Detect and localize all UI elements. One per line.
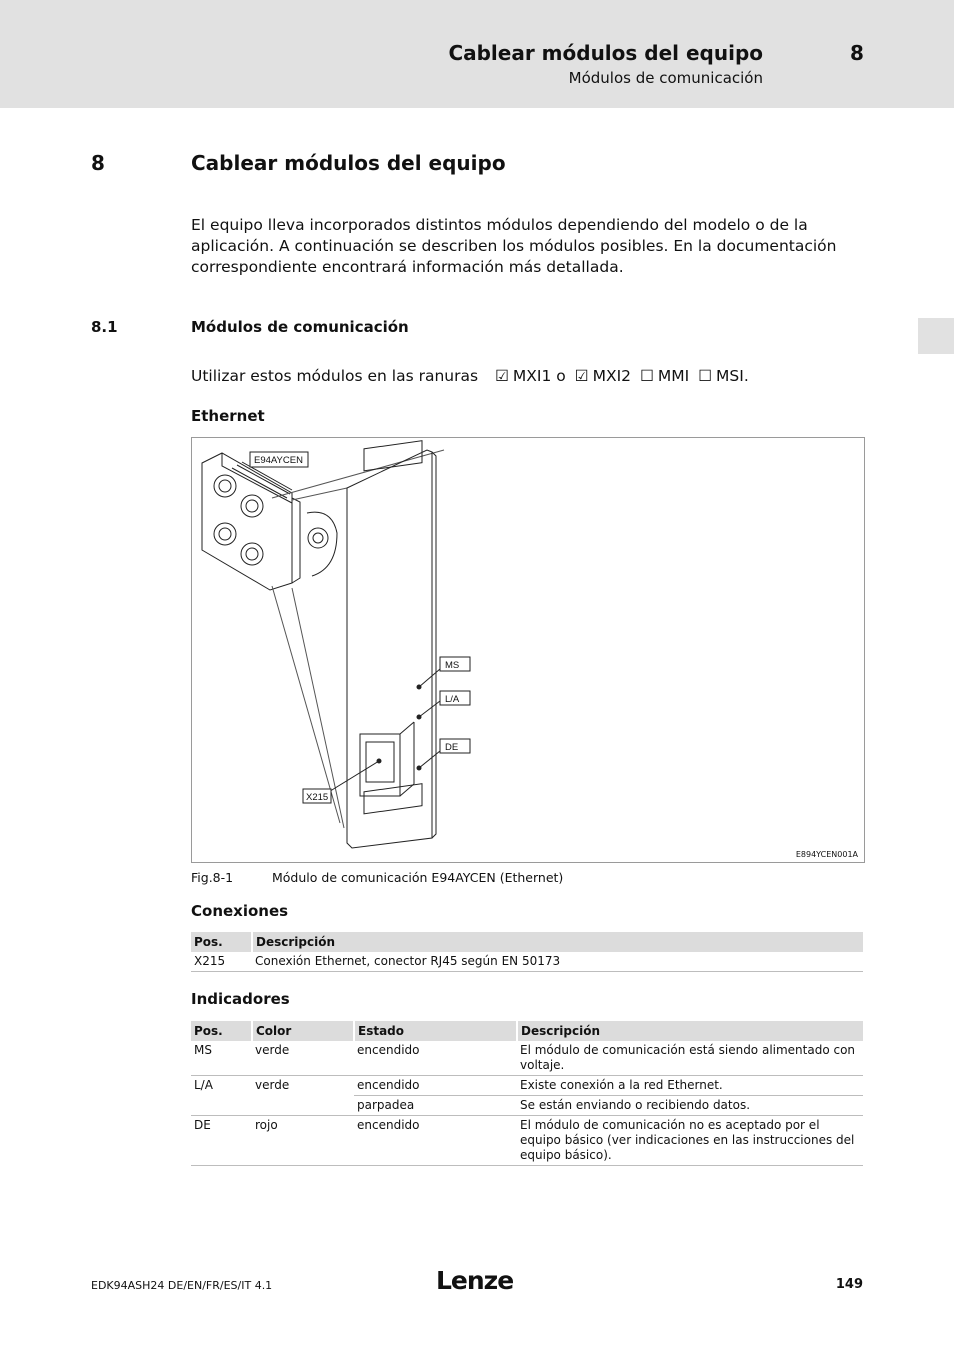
- cell-description: Se están enviando o recibiendo datos.: [517, 1096, 863, 1116]
- led-label-ms: MS: [445, 660, 460, 671]
- intro-paragraph: El equipo lleva incorporados distintos módulos dependiendo del modelo o de la aplicación. A continuación se describen los módulos posibles. En la documentación correspondiente encontrará información más detallada.: [191, 216, 837, 276]
- table-row: [191, 1041, 863, 1076]
- fan-icon: [214, 523, 236, 545]
- column-header: Pos.: [191, 932, 252, 952]
- cell-color: rojo: [252, 1116, 354, 1166]
- cell-pos: MS: [191, 1041, 252, 1076]
- connector-label: X215: [306, 792, 329, 803]
- table-row: [191, 952, 863, 972]
- column-header: Pos.: [191, 1021, 252, 1041]
- cell-state: parpadea: [354, 1096, 517, 1116]
- chapter-side-tab: [918, 318, 954, 354]
- slot-usage-line: [191, 367, 753, 385]
- indicators-table: [191, 1021, 863, 1166]
- table-row: [191, 1116, 863, 1166]
- module-figure: [191, 437, 865, 863]
- fan-icon: [214, 475, 236, 497]
- header-title: Cablear módulos del equipo: [448, 41, 763, 65]
- slot-mxi2: MXI2: [592, 367, 632, 385]
- lenze-logo: Lenze: [436, 1266, 514, 1295]
- led-label-la: L/A: [445, 694, 460, 705]
- cell-pos: X215: [191, 952, 252, 972]
- cell-color: verde: [252, 1076, 354, 1116]
- footer-doc-id: EDK94ASH24 DE/EN/FR/ES/IT 4.1: [91, 1279, 273, 1292]
- cell-state: encendido: [354, 1041, 517, 1076]
- module-drawing: [192, 438, 864, 862]
- subsection-number: 8.1: [91, 318, 118, 336]
- subsection-title: Módulos de comunicación: [191, 318, 409, 336]
- cell-description: Conexión Ethernet, conector RJ45 según EN 50173: [252, 952, 863, 972]
- section-number: 8: [91, 151, 105, 175]
- column-header: Estado: [354, 1021, 517, 1041]
- cell-state: encendido: [354, 1116, 517, 1166]
- ethernet-heading: Ethernet: [191, 407, 265, 425]
- module-label: E94AYCEN: [254, 455, 303, 466]
- header-chapter-number: 8: [850, 41, 864, 65]
- column-header: Color: [252, 1021, 354, 1041]
- indicators-heading: Indicadores: [191, 990, 290, 1008]
- checkbox-checked-icon: ☑: [494, 367, 509, 385]
- section-title: Cablear módulos del equipo: [191, 151, 506, 175]
- slot-mmi: MMI: [657, 367, 690, 385]
- figure-caption-text: Módulo de comunicación E94AYCEN (Ethernet): [272, 870, 564, 885]
- figure-caption-number: Fig.8-1: [191, 870, 234, 885]
- cell-color: verde: [252, 1041, 354, 1076]
- cell-description: Existe conexión a la red Ethernet.: [517, 1076, 863, 1096]
- cell-state: encendido: [354, 1076, 517, 1096]
- cell-pos: DE: [191, 1116, 252, 1166]
- slot-label: Utilizar estos módulos en las ranuras: [191, 367, 479, 385]
- figure-code: E894YCEN001A: [795, 850, 858, 859]
- header-subtitle: Módulos de comunicación: [568, 69, 763, 87]
- fan-icon: [241, 495, 263, 517]
- slot-mxi1: MXI1 o: [512, 367, 566, 385]
- column-header: Descripción: [517, 1021, 863, 1041]
- fan-icon: [241, 543, 263, 565]
- connections-table: [191, 932, 863, 972]
- slot-msi: MSI.: [716, 367, 749, 385]
- device-housing: [202, 453, 292, 590]
- cell-pos: L/A: [191, 1076, 252, 1116]
- checkbox-checked-icon: ☑: [574, 367, 589, 385]
- column-header: Descripción: [252, 932, 863, 952]
- checkbox-empty-icon: ☐: [698, 367, 713, 385]
- led-label-de: DE: [445, 742, 459, 753]
- checkbox-empty-icon: ☐: [639, 367, 654, 385]
- cell-description: El módulo de comunicación está siendo alimentado con voltaje.: [517, 1041, 863, 1076]
- connections-heading: Conexiones: [191, 902, 289, 920]
- cell-description: El módulo de comunicación no es aceptado por el equipo básico (ver indicaciones en las instrucciones del equipo básico).: [517, 1116, 863, 1166]
- page-number: 149: [835, 1277, 863, 1292]
- table-row: [191, 1076, 863, 1096]
